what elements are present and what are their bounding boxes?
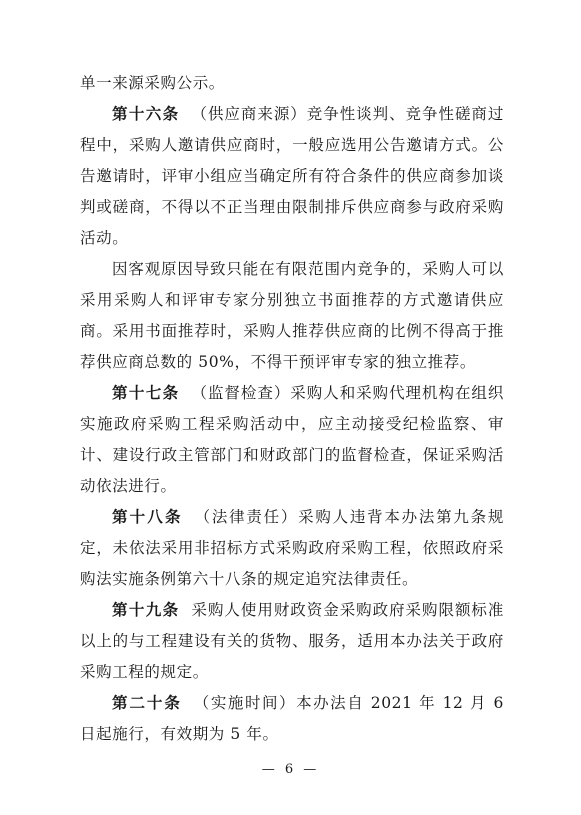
page-number: — 6 — [261,762,320,777]
document-body [80,68,504,750]
article-19 [80,595,504,688]
article-number: 第十八条 [112,508,183,526]
article-text: （供应商来源）竞争性谈判、竞争性磋商过程中，采购人邀请供应商时，一般应选用公告邀请方式。公告邀请时，评审小组应当确定所有符合条件的供应商参加谈判或磋商，不得以不正当理由限制排斥供应商参与政府采购活动。 [80,105,504,247]
article-text: 因客观原因导致只能在有限范围内竞争的，采购人可以采用采购人和评审专家分别独立书面推荐的方式邀请供应商。采用书面推荐时，采购人推荐供应商的比例不得高于推荐供应商总数的 50%，不得干预评审专家的独立推荐。 [80,260,504,371]
article-number: 第十六条 [112,105,180,123]
article-number: 第二十条 [112,694,182,712]
article-17 [80,378,504,502]
intro-line: 单一来源采购公示。 [80,74,225,92]
article-18 [80,502,504,595]
article-text: 采购人使用财政资金采购政府采购限额标准以上的与工程建设有关的货物、服务，适用本办法关于政府采购工程的规定。 [80,601,504,681]
article-number: 第十七条 [112,384,180,402]
article-text: （法律责任）采购人违背本办法第九条规定，未依法采用非招标方式采购政府采购工程，依照政府采购法实施条例第六十八条的规定追究法律责任。 [80,508,504,588]
article-20 [80,688,504,750]
article-16 [80,99,504,254]
article-16-paragraph-2 [80,254,504,378]
article-number: 第十九条 [112,601,180,619]
article-text: （实施时间）本办法自 2021 年 12 月 6 日起施行，有效期为 5 年。 [80,694,504,743]
article-text: （监督检查）采购人和采购代理机构在组织实施政府采购工程采购活动中，应主动接受纪检监察、审计、建设行政主管部门和财政部门的监督检查，保证采购活动依法进行。 [80,384,504,495]
